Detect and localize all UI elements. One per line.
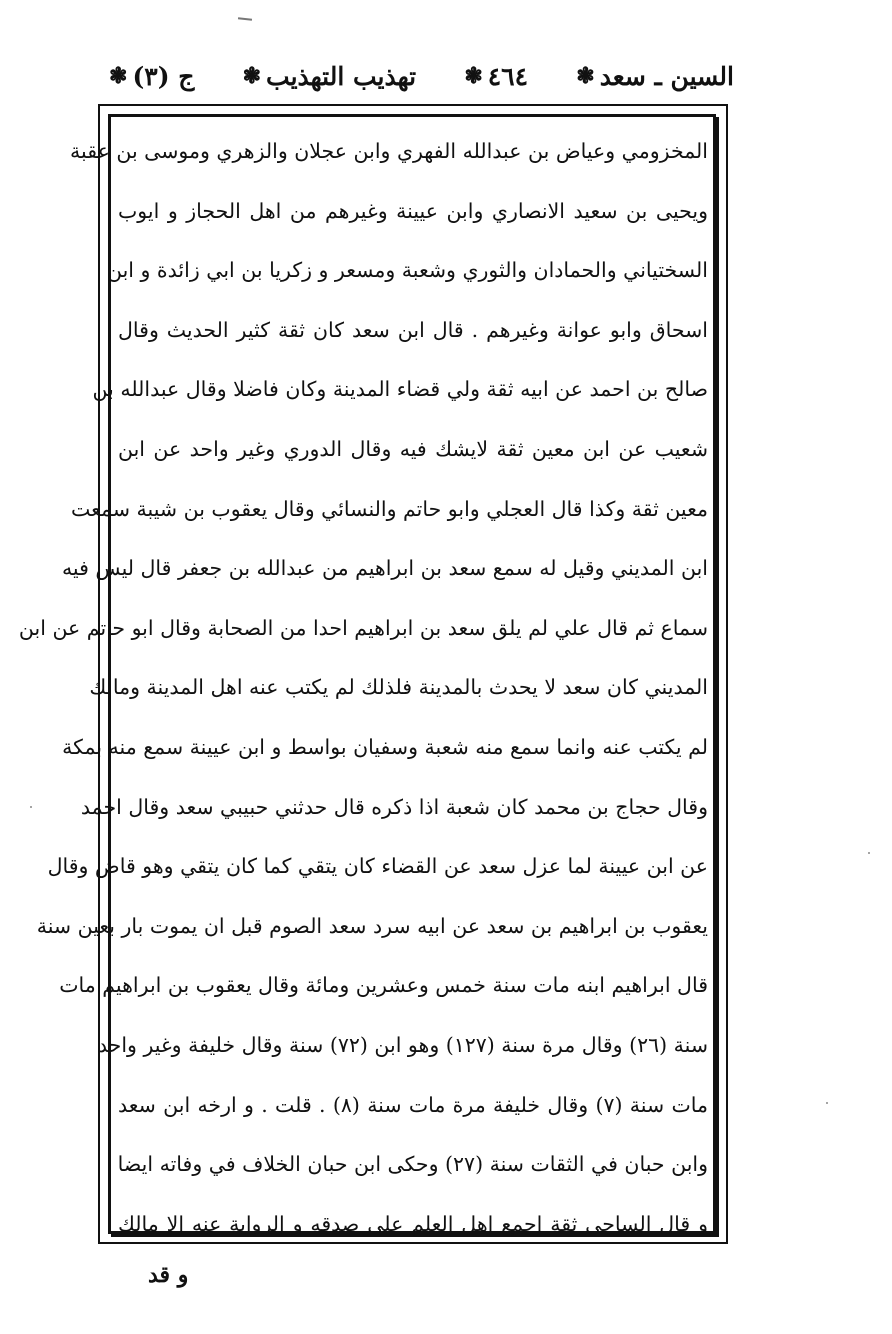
text-line: شعيب عن ابن معين ثقة لايشك فيه وقال الدوري وغير واحد عن ابن — [118, 436, 708, 461]
text-line: سنة (٢٦) وقال مرة سنة (١٢٧) وهو ابن (٧٢) سنة وقال خليفة وغير واحد — [97, 1032, 708, 1057]
ornament-icon: ❃ — [242, 63, 262, 89]
text-line: صالح بن احمد عن ابيه ثقة ولي قضاء المدينة وكان فاضلا وقال عبدالله بن — [92, 377, 708, 402]
text-line: يعقوب بن ابراهيم بن سعد عن ابيه سرد سعد الصوم قبل ان يموت بار بعين سنة — [36, 913, 708, 938]
text-line: سماع ثم قال علي لم يلق سعد بن ابراهيم احدا من الصحابة وقال ابو حاتم عن ابن — [18, 615, 708, 640]
text-line: معين ثقة وكذا قال العجلي وابو حاتم والنسائي وقال يعقوب بن شيبة سمعت — [70, 496, 708, 521]
ornament-icon: ❃ — [109, 63, 128, 89]
text-line: عن ابن عيينة لما عزل سعد عن القضاء كان يتقي كما كان يتقي وهو قاض وقال — [47, 854, 708, 879]
running-header — [104, 56, 734, 96]
header-book-title: تهذيب التهذيب ❃ — [242, 61, 417, 91]
text-line: مات سنة (٧) وقال خليفة مرة مات سنة (٨) . قلت . و ارخه ابن سعد — [118, 1092, 708, 1117]
text-line: وقال حجاج بن محمد كان شعبة اذا ذكره قال حدثني حبيبي سعد وقال احمد — [80, 794, 708, 819]
text-line: ويحيى بن سعيد الانصاري وابن عيينة وغيرهم من اهل الحجاز و ايوب — [118, 198, 708, 223]
scan-speck — [868, 852, 870, 854]
ornament-icon: ❃ — [464, 63, 483, 89]
stray-mark — [238, 17, 252, 20]
text-line: قال ابراهيم ابنه مات سنة خمس وعشرين ومائة وقال يعقوب بن ابراهيم مات — [59, 973, 708, 998]
text-line: المخزومي وعياض بن عبدالله الفهري وابن عجلان والزهري وموسى بن عقبة — [70, 139, 708, 163]
text-line: و قال الساجي ثقة اجمع اهل العلم على صدقه و الرواية عنه الا مالك — [118, 1211, 708, 1236]
text-line: اسحاق وابو عوانة وغيرهم . قال ابن سعد كان ثقة كثير الحديث وقال — [118, 317, 708, 342]
text-line: السختياني والحمادان والثوري وشعبة ومسعر و زكريا بن ابي زائدة و ابن — [106, 258, 708, 283]
scan-speck — [30, 806, 32, 808]
ornament-icon: ❃ — [576, 63, 595, 89]
body-text — [18, 122, 708, 1254]
catchword: و قد — [148, 1262, 189, 1288]
scan-speck — [826, 1102, 828, 1104]
header-section: السين ـ سعد ❃ — [576, 61, 734, 91]
text-line: المديني كان سعد لا يحدث بالمدينة فلذلك لم يكتب عنه اهل المدينة ومالك — [89, 675, 708, 700]
header-volume: ج (٣) ❃ — [109, 61, 195, 91]
text-line: لم يكتب عنه وانما سمع منه شعبة وسفيان بواسط و ابن عيينة سمع منه بمكة — [62, 734, 708, 759]
text-line: وابن حبان في الثقات سنة (٢٧) وحكى ابن حبان الخلاف في وفاته ايضا — [117, 1152, 708, 1177]
header-page-number: ٤٦٤ ❃ — [464, 61, 529, 91]
text-line: ابن المديني وقيل له سمع سعد بن ابراهيم من عبدالله بن جعفر قال ليس فيه — [61, 556, 708, 581]
